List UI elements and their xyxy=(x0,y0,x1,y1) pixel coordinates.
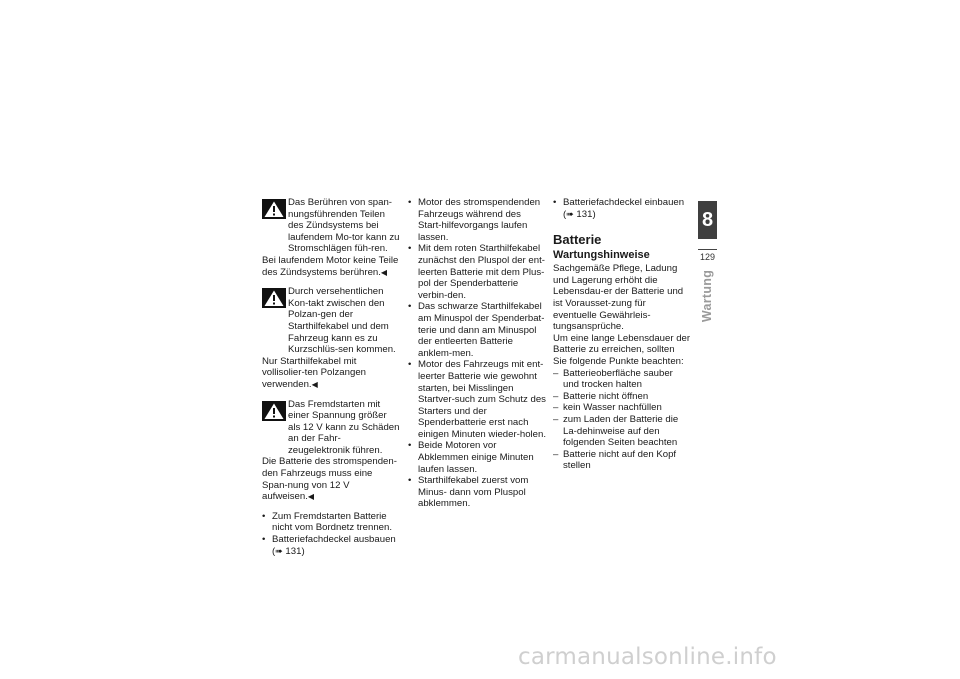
warning-head-3 xyxy=(262,399,400,457)
warning-text-2: Durch versehentlichen Kon-takt zwischen den Polzan-gen der Starthilfekabel und dem Fahrzeug kann es zu Kurzschlüs-sen kommen. xyxy=(288,286,396,356)
end-mark-icon: ◀ xyxy=(311,379,318,389)
step-text: Motor des stromspendenden Fahrzeugs während des Start-hilfevorgangs laufen lassen. xyxy=(418,197,541,243)
reference-page: 131 xyxy=(576,208,593,220)
reference-arrow-icon: ➠ xyxy=(566,208,574,219)
list-item xyxy=(408,440,546,475)
step-list-1 xyxy=(262,511,400,557)
maintenance-points-list xyxy=(553,368,691,472)
list-item xyxy=(262,511,400,534)
warning-head-1 xyxy=(262,197,400,255)
list-item xyxy=(553,197,691,220)
step-text: Batteriefachdeckel einbauen xyxy=(563,197,685,208)
warning-text-3: Das Fremdstarten mit einer Spannung größer als 12 V kann zu Schäden an der Fahr-zeugelektronik führen. xyxy=(288,398,400,456)
warning-instruction-2 xyxy=(262,356,400,391)
divider xyxy=(698,249,717,250)
maintenance-paragraph-2: Um eine lange Lebensdauer der Batterie zu erreichen, sollten Sie folgende Punkte beachten: xyxy=(553,332,691,367)
page-reference[interactable]: (➠ 131) xyxy=(563,208,596,220)
warning-instruction-2-text: Nur Starthilfekabel mit vollisolier-ten Polzangen verwenden. xyxy=(262,355,366,390)
step-list-2 xyxy=(408,197,546,510)
warning-block-3 xyxy=(262,399,400,503)
section-heading: Batterie xyxy=(553,232,602,248)
chapter-number-badge: 8 xyxy=(698,201,717,239)
watermark: carmanualsonline.info xyxy=(518,644,777,670)
end-mark-icon: ◀ xyxy=(307,492,315,502)
maintenance-paragraph-1: Sachgemäße Pflege, Ladung und Lagerung erhöht die Lebensdau-er der Batterie und ist Vorausset-zung für eventuelle Gewährleis-tungsansprüche. xyxy=(553,263,684,333)
chapter-title: Wartung xyxy=(700,269,714,323)
warning-block-1 xyxy=(262,197,400,278)
list-item xyxy=(262,534,400,557)
step-list-3 xyxy=(553,197,691,220)
warning-triangle-icon xyxy=(262,288,286,308)
warning-instruction-3 xyxy=(262,456,400,502)
end-mark-icon: ◀ xyxy=(380,267,388,277)
page-reference[interactable]: (➠ 131) xyxy=(272,545,305,557)
warning-instruction-3-text: Die Batterie des stromspenden-den Fahrzeugs muss eine Span-nung von 12 V aufweisen. xyxy=(262,456,397,503)
list-item: – Batterie nicht auf den Kopf stellen xyxy=(553,449,691,472)
warning-text-1: Das Berühren von span-nungsführenden Teilen des Zündsystems bei laufendem Mo-tor kann zu Stromschlägen füh-ren. xyxy=(288,197,400,255)
step-text: Das schwarze Starthilfekabel am Minuspol der Spenderbat-terie und dann am Minuspol der entleerten Batterie anklem-men. xyxy=(418,301,545,359)
step-text: Starthilfekabel zuerst vom Minus- dann vom Pluspol abklemmen. xyxy=(418,475,529,510)
column-2 xyxy=(408,197,546,510)
warning-triangle-icon xyxy=(262,199,286,219)
step-text: Beide Motoren vor Abklemmen einige Minuten laufen lassen. xyxy=(418,440,534,475)
list-item: – zum Laden der Batterie die La-dehinweise auf den folgenden Seiten beachten xyxy=(553,414,691,449)
list-item xyxy=(408,475,546,510)
warning-instruction-1-text: Bei laufendem Motor keine Teile des Zündsystems berühren. xyxy=(262,254,399,278)
warning-block-2 xyxy=(262,286,400,390)
section-subheading: Wartungshinweise xyxy=(553,249,650,262)
reference-arrow-icon: ➠ xyxy=(275,545,283,556)
list-item xyxy=(408,359,546,440)
column-1 xyxy=(262,197,400,557)
column-3 xyxy=(553,197,691,472)
step-text: Motor des Fahrzeugs mit ent-leerter Batterie wie gewohnt starten, bei Misslingen Startver-such zum Schutz des Starters und der Spenderbatterie erst nach einigen Minuten wieder-holen. xyxy=(418,359,546,440)
warning-instruction-1 xyxy=(262,255,400,278)
list-item: – Batterie nicht öffnen xyxy=(553,391,691,403)
page-number: 129 xyxy=(699,252,716,262)
list-item xyxy=(408,243,546,301)
step-text: Mit dem roten Starthilfekabel zunächst den Pluspol der ent-leerten Batterie mit dem Plus-pol der Spenderbatterie verbin-den. xyxy=(418,243,545,301)
list-item xyxy=(408,301,546,359)
warning-head-2 xyxy=(262,286,400,356)
step-text: Batteriefachdeckel ausbauen xyxy=(272,534,396,546)
step-text: Zum Fremdstarten Batterie nicht vom Bordnetz trennen. xyxy=(272,510,392,534)
reference-page: 131 xyxy=(285,545,302,557)
list-item xyxy=(408,197,546,243)
warning-triangle-icon xyxy=(262,401,286,421)
list-item: – Batterieoberfläche sauber und trocken halten xyxy=(553,368,691,391)
list-item: – kein Wasser nachfüllen xyxy=(553,402,691,414)
